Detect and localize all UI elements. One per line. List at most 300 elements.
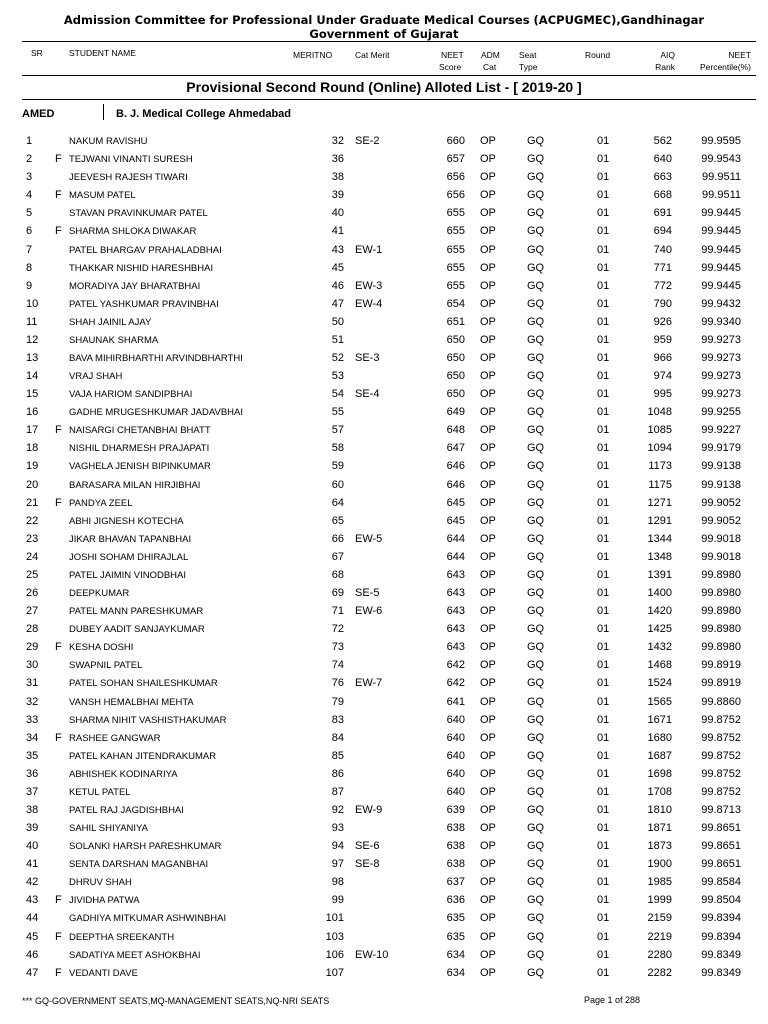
merit-number: 67 — [331, 550, 344, 563]
neet-percentile: 99.8860 — [701, 695, 741, 708]
admission-category: OP — [480, 189, 496, 202]
sr-number: 24 — [26, 550, 39, 563]
merit-number: 69 — [331, 587, 344, 599]
sr-number: 1 — [26, 135, 33, 147]
student-name: PANDYA ZEEL — [69, 497, 133, 509]
student-name: SAHIL SHIYANIYA — [69, 823, 149, 834]
category-merit: SE-8 — [355, 858, 380, 871]
table-row — [0, 822, 768, 840]
table-row — [0, 298, 768, 316]
neet-score: 643 — [446, 605, 465, 618]
round: 01 — [597, 876, 610, 889]
category-merit: SE-6 — [355, 840, 380, 853]
round: 01 — [597, 261, 610, 274]
neet-score: 635 — [446, 930, 465, 943]
category-merit: SE-5 — [355, 587, 380, 599]
sr-number: 42 — [26, 876, 39, 889]
table-row — [0, 623, 768, 641]
aiq-rank: 2280 — [647, 948, 672, 961]
round: 01 — [597, 785, 610, 798]
neet-percentile: 99.8980 — [701, 587, 741, 599]
merit-number: 57 — [331, 424, 344, 437]
seat-type: GQ — [527, 550, 545, 563]
seat-type: GQ — [527, 822, 545, 834]
sr-number: 39 — [26, 822, 39, 834]
neet-score: 639 — [446, 804, 465, 816]
gender-flag: F — [55, 966, 62, 979]
aiq-rank: 1680 — [647, 731, 672, 744]
neet-score: 648 — [446, 424, 465, 437]
table-row — [0, 135, 768, 153]
student-name: BARASARA MILAN HIRJIBHAI — [69, 479, 201, 491]
admission-category: OP — [480, 478, 496, 491]
sr-number: 21 — [26, 496, 39, 509]
table-row — [0, 931, 768, 949]
merit-number: 38 — [331, 171, 344, 184]
table-row — [0, 316, 768, 334]
neet-percentile: 99.9445 — [701, 207, 741, 220]
aiq-rank: 694 — [653, 225, 672, 238]
round: 01 — [597, 749, 610, 762]
gender-flag: F — [55, 731, 62, 744]
round: 01 — [597, 189, 610, 202]
aiq-rank: 668 — [653, 189, 672, 202]
merit-number: 55 — [331, 406, 344, 419]
sr-number: 26 — [26, 587, 39, 599]
merit-number: 74 — [331, 659, 344, 672]
student-name: DEEPKUMAR — [69, 588, 130, 599]
gender-flag: F — [55, 153, 62, 166]
neet-score: 643 — [446, 568, 465, 581]
aiq-rank: 691 — [653, 207, 672, 220]
table-row — [0, 280, 768, 298]
student-name: NAKUM RAVISHU — [69, 136, 148, 147]
admission-category: OP — [480, 315, 496, 328]
neet-score: 650 — [446, 333, 465, 346]
table-row — [0, 551, 768, 569]
table-row — [0, 912, 768, 930]
aiq-rank: 1175 — [648, 478, 672, 491]
aiq-rank: 1348 — [647, 550, 672, 563]
seat-type: GQ — [527, 388, 545, 401]
neet-percentile: 99.8394 — [701, 930, 741, 943]
admission-category: OP — [480, 514, 496, 527]
seat-type: GQ — [527, 315, 545, 328]
table-row — [0, 714, 768, 732]
category-merit: EW-9 — [355, 804, 383, 816]
seat-type: GQ — [527, 894, 545, 907]
neet-percentile: 99.9511 — [702, 189, 741, 202]
round: 01 — [597, 496, 610, 509]
col-sr: SR — [31, 48, 43, 58]
admission-category: OP — [480, 858, 496, 871]
col-pct-2: Percentile(%) — [699, 62, 751, 72]
student-name: KESHA DOSHI — [69, 642, 134, 654]
sr-number: 12 — [26, 333, 39, 346]
neet-score: 660 — [446, 135, 465, 147]
seat-type: GQ — [527, 785, 545, 798]
neet-score: 640 — [446, 713, 465, 726]
round: 01 — [597, 568, 610, 581]
sr-number: 34 — [26, 731, 39, 744]
round: 01 — [597, 731, 610, 744]
admission-category: OP — [480, 243, 496, 256]
admission-category: OP — [480, 279, 496, 292]
aiq-rank: 1873 — [647, 840, 672, 853]
merit-number: 52 — [331, 352, 344, 364]
table-row — [0, 207, 768, 225]
admission-category: OP — [480, 840, 496, 853]
seat-type: GQ — [527, 948, 545, 961]
neet-percentile: 99.8752 — [701, 731, 741, 744]
seat-type: GQ — [527, 713, 545, 726]
table-row — [0, 479, 768, 497]
student-name: GADHE MRUGESHKUMAR JADAVBHAI — [69, 407, 244, 419]
col-round: Round — [585, 50, 611, 60]
student-name: VANSH HEMALBHAI MEHTA — [69, 696, 194, 708]
merit-number: 106 — [325, 948, 344, 961]
student-name: NAISARGI CHETANBHAI BHATT — [69, 425, 211, 437]
neet-percentile: 99.8651 — [701, 822, 741, 834]
seat-type: GQ — [527, 352, 545, 364]
sr-number: 18 — [26, 442, 39, 455]
student-name: SWAPNIL PATEL — [69, 660, 143, 672]
institute-code: AMED — [22, 108, 55, 120]
student-name: GADHIYA MITKUMAR ASHWINBHAI — [69, 913, 227, 925]
table-row — [0, 406, 768, 424]
neet-score: 654 — [446, 297, 465, 310]
sr-number: 15 — [26, 388, 39, 401]
seat-type: GQ — [527, 135, 545, 147]
admission-category: OP — [480, 749, 496, 762]
round: 01 — [597, 135, 610, 147]
student-name: SHAH JAINIL AJAY — [69, 316, 152, 328]
neet-percentile: 99.9138 — [701, 478, 741, 491]
seat-type: GQ — [527, 731, 545, 744]
student-name: PATEL KAHAN JITENDRAKUMAR — [69, 750, 217, 762]
round: 01 — [597, 370, 610, 382]
aiq-rank: 1432 — [647, 641, 672, 654]
student-name: SHARMA NIHIT VASHISTHAKUMAR — [69, 714, 227, 726]
table-row — [0, 949, 768, 967]
neet-percentile: 99.8713 — [701, 804, 741, 816]
seat-type: GQ — [527, 858, 545, 871]
neet-percentile: 99.9511 — [702, 171, 741, 184]
round: 01 — [597, 822, 610, 834]
neet-score: 640 — [446, 785, 465, 798]
admission-category: OP — [480, 912, 496, 925]
table-row — [0, 442, 768, 460]
aiq-rank: 1671 — [647, 713, 672, 726]
sr-number: 3 — [26, 171, 33, 184]
neet-percentile: 99.9273 — [701, 388, 741, 401]
aiq-rank: 2282 — [647, 966, 672, 979]
sr-number: 37 — [26, 785, 39, 798]
round: 01 — [597, 804, 610, 816]
round: 01 — [597, 207, 610, 220]
neet-percentile: 99.8584 — [701, 876, 741, 889]
merit-number: 87 — [331, 785, 344, 798]
aiq-rank: 1810 — [647, 804, 672, 816]
aiq-rank: 2159 — [647, 912, 672, 925]
admission-category: OP — [480, 894, 496, 907]
seat-type: GQ — [527, 623, 545, 636]
table-row — [0, 424, 768, 442]
seat-type: GQ — [527, 532, 545, 545]
admission-category: OP — [480, 605, 496, 618]
round: 01 — [597, 225, 610, 238]
neet-score: 643 — [446, 641, 465, 654]
round: 01 — [597, 352, 610, 364]
round: 01 — [597, 532, 610, 545]
sr-number: 17 — [26, 424, 39, 437]
merit-number: 83 — [331, 713, 344, 726]
student-name: SOLANKI HARSH PARESHKUMAR — [69, 841, 222, 853]
aiq-rank: 790 — [653, 297, 672, 310]
round: 01 — [597, 388, 610, 401]
round: 01 — [597, 243, 610, 256]
neet-percentile: 99.8349 — [701, 948, 741, 961]
merit-number: 45 — [331, 261, 344, 274]
seat-type: GQ — [527, 406, 545, 419]
table-row — [0, 497, 768, 515]
round: 01 — [597, 297, 610, 310]
neet-percentile: 99.8752 — [701, 749, 741, 762]
merit-number: 47 — [331, 297, 344, 310]
student-name: PATEL SOHAN SHAILESHKUMAR — [69, 678, 218, 690]
col-neet-2: Score — [439, 62, 462, 72]
neet-score: 656 — [446, 189, 465, 202]
sr-number: 38 — [26, 804, 39, 816]
student-name: VAJA HARIOM SANDIPBHAI — [69, 389, 193, 401]
neet-score: 636 — [446, 894, 465, 907]
header-line-1: Admission Committee for Professional Under Graduate Medical Courses (ACPUGMEC),Gandhinagar — [63, 13, 705, 27]
seat-type: GQ — [527, 767, 545, 780]
merit-number: 51 — [331, 333, 344, 346]
seat-type: GQ — [527, 243, 545, 256]
seat-type: GQ — [527, 587, 545, 599]
student-name: SENTA DARSHAN MAGANBHAI — [69, 859, 209, 871]
admission-category: OP — [480, 135, 496, 147]
admission-category: OP — [480, 496, 496, 509]
aiq-rank: 1173 — [648, 460, 672, 473]
aiq-rank: 1094 — [647, 442, 672, 455]
neet-score: 646 — [446, 460, 465, 473]
aiq-rank: 1085 — [647, 424, 672, 437]
admission-category: OP — [480, 442, 496, 455]
student-name: PATEL RAJ JAGDISHBHAI — [69, 805, 184, 816]
round: 01 — [597, 424, 610, 437]
neet-score: 641 — [446, 695, 465, 708]
neet-percentile: 99.9273 — [701, 352, 741, 364]
round: 01 — [597, 623, 610, 636]
seat-type: GQ — [527, 605, 545, 618]
student-name: PATEL BHARGAV PRAHALADBHAI — [69, 244, 222, 256]
aiq-rank: 1468 — [647, 659, 672, 672]
category-merit: SE-2 — [355, 135, 380, 147]
seat-type: GQ — [527, 370, 545, 382]
table-row — [0, 659, 768, 677]
neet-score: 645 — [446, 514, 465, 527]
sr-number: 20 — [26, 478, 39, 491]
seat-type: GQ — [527, 297, 545, 310]
col-seat-2: Type — [519, 62, 538, 72]
seat-type: GQ — [527, 153, 545, 166]
neet-percentile: 99.9595 — [701, 135, 741, 147]
neet-percentile: 99.9273 — [701, 333, 741, 346]
neet-percentile: 99.8980 — [701, 568, 741, 581]
sr-number: 13 — [26, 352, 39, 364]
aiq-rank: 562 — [653, 135, 672, 147]
sr-number: 14 — [26, 370, 39, 382]
seat-type: GQ — [527, 695, 545, 708]
admission-category: OP — [480, 424, 496, 437]
sr-number: 29 — [26, 641, 39, 654]
neet-score: 642 — [446, 659, 465, 672]
sr-number: 45 — [26, 930, 39, 943]
sr-number: 40 — [26, 840, 39, 853]
neet-score: 656 — [446, 171, 465, 184]
neet-score: 634 — [446, 966, 465, 979]
merit-number: 97 — [331, 858, 344, 871]
category-merit: EW-3 — [355, 279, 383, 292]
table-row — [0, 967, 768, 985]
sr-number: 23 — [26, 532, 39, 545]
student-name: MASUM PATEL — [69, 190, 136, 202]
aiq-rank: 1425 — [647, 623, 672, 636]
list-title: Provisional Second Round (Online) Alloted List - [ 2019-20 ] — [186, 79, 582, 95]
neet-percentile: 99.9445 — [701, 225, 741, 238]
neet-percentile: 99.8980 — [701, 623, 741, 636]
aiq-rank: 1291 — [647, 514, 672, 527]
merit-number: 58 — [331, 442, 344, 455]
table-row — [0, 352, 768, 370]
sr-number: 43 — [26, 894, 39, 907]
student-name: BAVA MIHIRBHARTHI ARVINDBHARTHI — [69, 353, 243, 364]
aiq-rank: 1391 — [647, 568, 672, 581]
merit-number: 46 — [331, 279, 344, 292]
student-name: STAVAN PRAVINKUMAR PATEL — [69, 208, 208, 220]
neet-percentile: 99.8651 — [701, 840, 741, 853]
category-merit: EW-4 — [355, 297, 383, 310]
gender-flag: F — [55, 189, 62, 202]
aiq-rank: 1420 — [647, 605, 672, 618]
seat-type: GQ — [527, 930, 545, 943]
neet-score: 640 — [446, 767, 465, 780]
col-meritno: MERITNO — [293, 50, 333, 60]
round: 01 — [597, 641, 610, 654]
sr-number: 11 — [26, 315, 38, 328]
merit-number: 79 — [331, 695, 344, 708]
neet-percentile: 99.9543 — [701, 153, 741, 166]
seat-type: GQ — [527, 424, 545, 437]
neet-score: 655 — [446, 207, 465, 220]
admission-category: OP — [480, 948, 496, 961]
merit-number: 68 — [331, 568, 344, 581]
admission-category: OP — [480, 297, 496, 310]
admission-category: OP — [480, 623, 496, 636]
neet-percentile: 99.9179 — [701, 442, 741, 455]
aiq-rank: 1344 — [647, 532, 672, 545]
admission-category: OP — [480, 352, 496, 364]
seat-type: GQ — [527, 568, 545, 581]
merit-number: 103 — [325, 930, 344, 943]
merit-number: 54 — [331, 388, 344, 401]
table-row — [0, 225, 768, 243]
merit-number: 99 — [331, 894, 344, 907]
admission-category: OP — [480, 370, 496, 382]
table-row — [0, 262, 768, 280]
category-merit: EW-7 — [355, 677, 383, 690]
aiq-rank: 2219 — [647, 930, 672, 943]
neet-percentile: 99.9445 — [701, 261, 741, 274]
admission-category: OP — [480, 225, 496, 238]
aiq-rank: 740 — [653, 243, 672, 256]
merit-number: 84 — [331, 731, 344, 744]
sr-number: 16 — [26, 406, 39, 419]
admission-category: OP — [480, 804, 496, 816]
neet-score: 645 — [446, 496, 465, 509]
table-row — [0, 894, 768, 912]
neet-score: 643 — [446, 587, 465, 599]
neet-score: 655 — [446, 225, 465, 238]
merit-number: 107 — [325, 966, 344, 979]
admission-category: OP — [480, 406, 496, 419]
seat-type: GQ — [527, 207, 545, 220]
seat-type: GQ — [527, 804, 545, 816]
sr-number: 27 — [26, 605, 39, 618]
aiq-rank: 1400 — [647, 587, 672, 599]
aiq-rank: 1999 — [647, 894, 672, 907]
neet-score: 638 — [446, 840, 465, 853]
round: 01 — [597, 315, 610, 328]
round: 01 — [597, 605, 610, 618]
seat-type: GQ — [527, 749, 545, 762]
col-neet-1: NEET — [441, 50, 464, 60]
admission-category: OP — [480, 822, 496, 834]
table-row — [0, 750, 768, 768]
aiq-rank: 966 — [653, 352, 672, 364]
student-name: SHAUNAK SHARMA — [69, 334, 159, 346]
merit-number: 41 — [331, 225, 344, 238]
aiq-rank: 995 — [653, 388, 672, 401]
category-merit: EW-6 — [355, 605, 383, 618]
round: 01 — [597, 333, 610, 346]
sr-number: 7 — [26, 243, 33, 256]
aiq-rank: 1698 — [647, 767, 672, 780]
student-name: DUBEY AADIT SANJAYKUMAR — [69, 624, 205, 636]
round: 01 — [597, 966, 610, 979]
round: 01 — [597, 406, 610, 419]
category-merit: SE-3 — [355, 352, 380, 364]
round: 01 — [597, 912, 610, 925]
neet-percentile: 99.9227 — [701, 424, 741, 437]
gender-flag: F — [55, 225, 62, 238]
table-row — [0, 334, 768, 352]
admission-category: OP — [480, 930, 496, 943]
neet-score: 635 — [446, 912, 465, 925]
seat-type: GQ — [527, 261, 545, 274]
neet-score: 640 — [446, 731, 465, 744]
neet-score: 640 — [446, 749, 465, 762]
seat-type: GQ — [527, 333, 545, 346]
neet-percentile: 99.8919 — [701, 677, 741, 690]
aiq-rank: 1871 — [647, 822, 672, 834]
table-row — [0, 768, 768, 786]
seat-type: GQ — [527, 225, 545, 238]
admission-category: OP — [480, 171, 496, 184]
gender-flag: F — [55, 424, 62, 437]
